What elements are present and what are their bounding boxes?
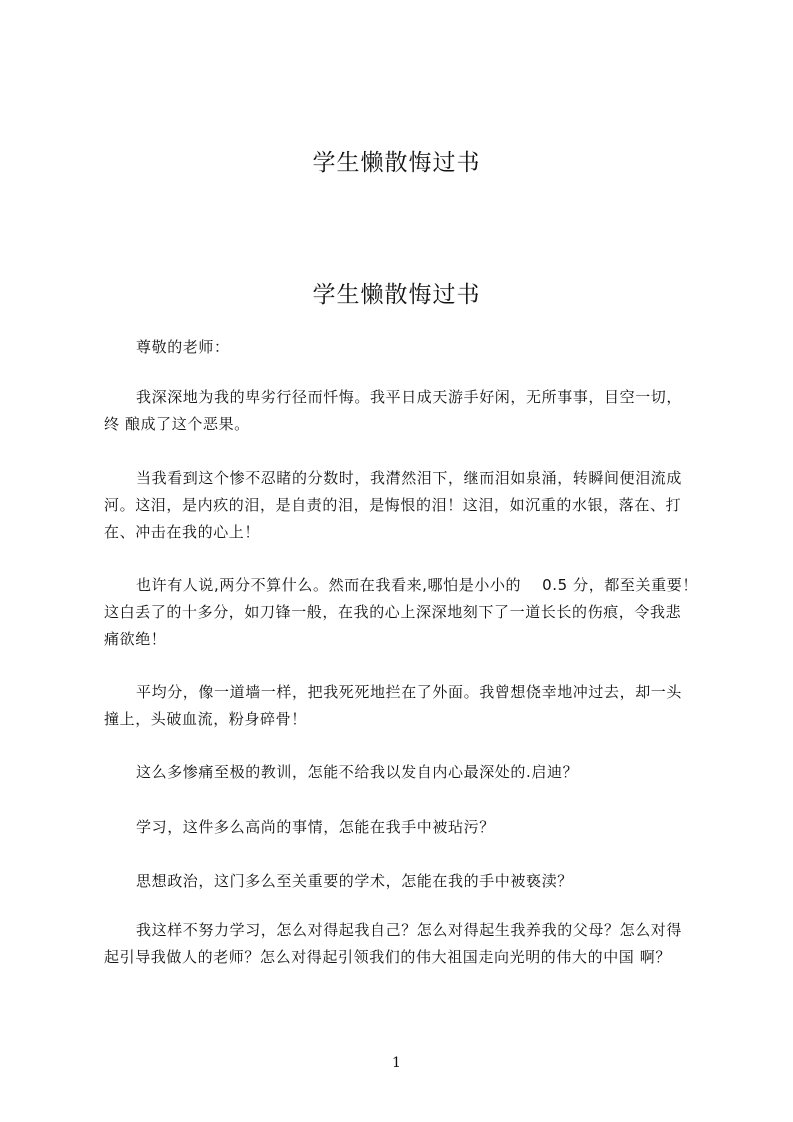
paragraph-5 (104, 759, 704, 786)
paragraph-line: 当我看到这个惨不忍睹的分数时，我潸然泪下，继而泪如泉涌，转瞬间便泪流成 (136, 469, 683, 487)
paragraph-line: 我深深地为我的卑劣行径而忏悔。我平日成天游手好闲，无所事事，目空一切， (136, 388, 683, 406)
paragraph-line: 这白丢了的十多分，如刀锋一般，在我的心上深深地刻下了一道长长的伤痕，令我悲 (104, 603, 682, 621)
paragraph-line: 起引导我做人的老师？怎么对得起引领我们的伟大祖国走向光明的伟大的中国 啊？ (104, 948, 671, 966)
paragraph-line: 河。这泪，是内疚的泪，是自责的泪，是悔恨的泪！这泪，如沉重的水银，落在、打 (104, 496, 682, 514)
paragraph-line: 也许有人说,两分不算什么。然而在我看来,哪怕是小小的 0.5 分，都至关重要！ (136, 576, 698, 594)
salutation (104, 334, 704, 361)
paragraph-4 (104, 679, 704, 733)
salutation-text: 尊敬的老师： (136, 338, 230, 356)
paragraph-line: 平均分，像一道墙一样，把我死死地拦在了外面。我曾想侥幸地冲过去，却一头 (136, 683, 683, 701)
paragraph-line: 撞上，头破血流，粉身碎骨！ (104, 710, 307, 728)
paragraph-line: 在、冲击在我的心上！ (104, 523, 261, 541)
paragraph-1 (104, 384, 704, 438)
paragraph-8 (104, 917, 704, 971)
paragraph-7 (104, 868, 704, 895)
document-title-top: 学生懒散悔过书 (312, 150, 481, 176)
paragraph-line: 我这样不努力学习，怎么对得起我自己？怎么对得起生我养我的父母？怎么对得 (136, 921, 683, 939)
paragraph-6 (104, 814, 704, 841)
paragraph-3 (104, 572, 704, 653)
paragraph-line: 终 酿成了这个恶果。 (104, 415, 250, 433)
page-number: 1 (392, 1055, 401, 1071)
paragraph-line: 学习，这件多么高尚的事情，怎能在我手中被玷污？ (136, 818, 495, 836)
document-title-main: 学生懒散悔过书 (312, 282, 481, 308)
paragraph-2 (104, 465, 704, 546)
paragraph-line: 这么多惨痛至极的教训，怎能不给我以发自内心最深处的.启迪？ (136, 763, 579, 781)
paragraph-line: 痛欲绝！ (104, 630, 167, 648)
paragraph-line: 思想政治，这门多么至关重要的学术，怎能在我的手中被亵渎？ (136, 872, 573, 890)
